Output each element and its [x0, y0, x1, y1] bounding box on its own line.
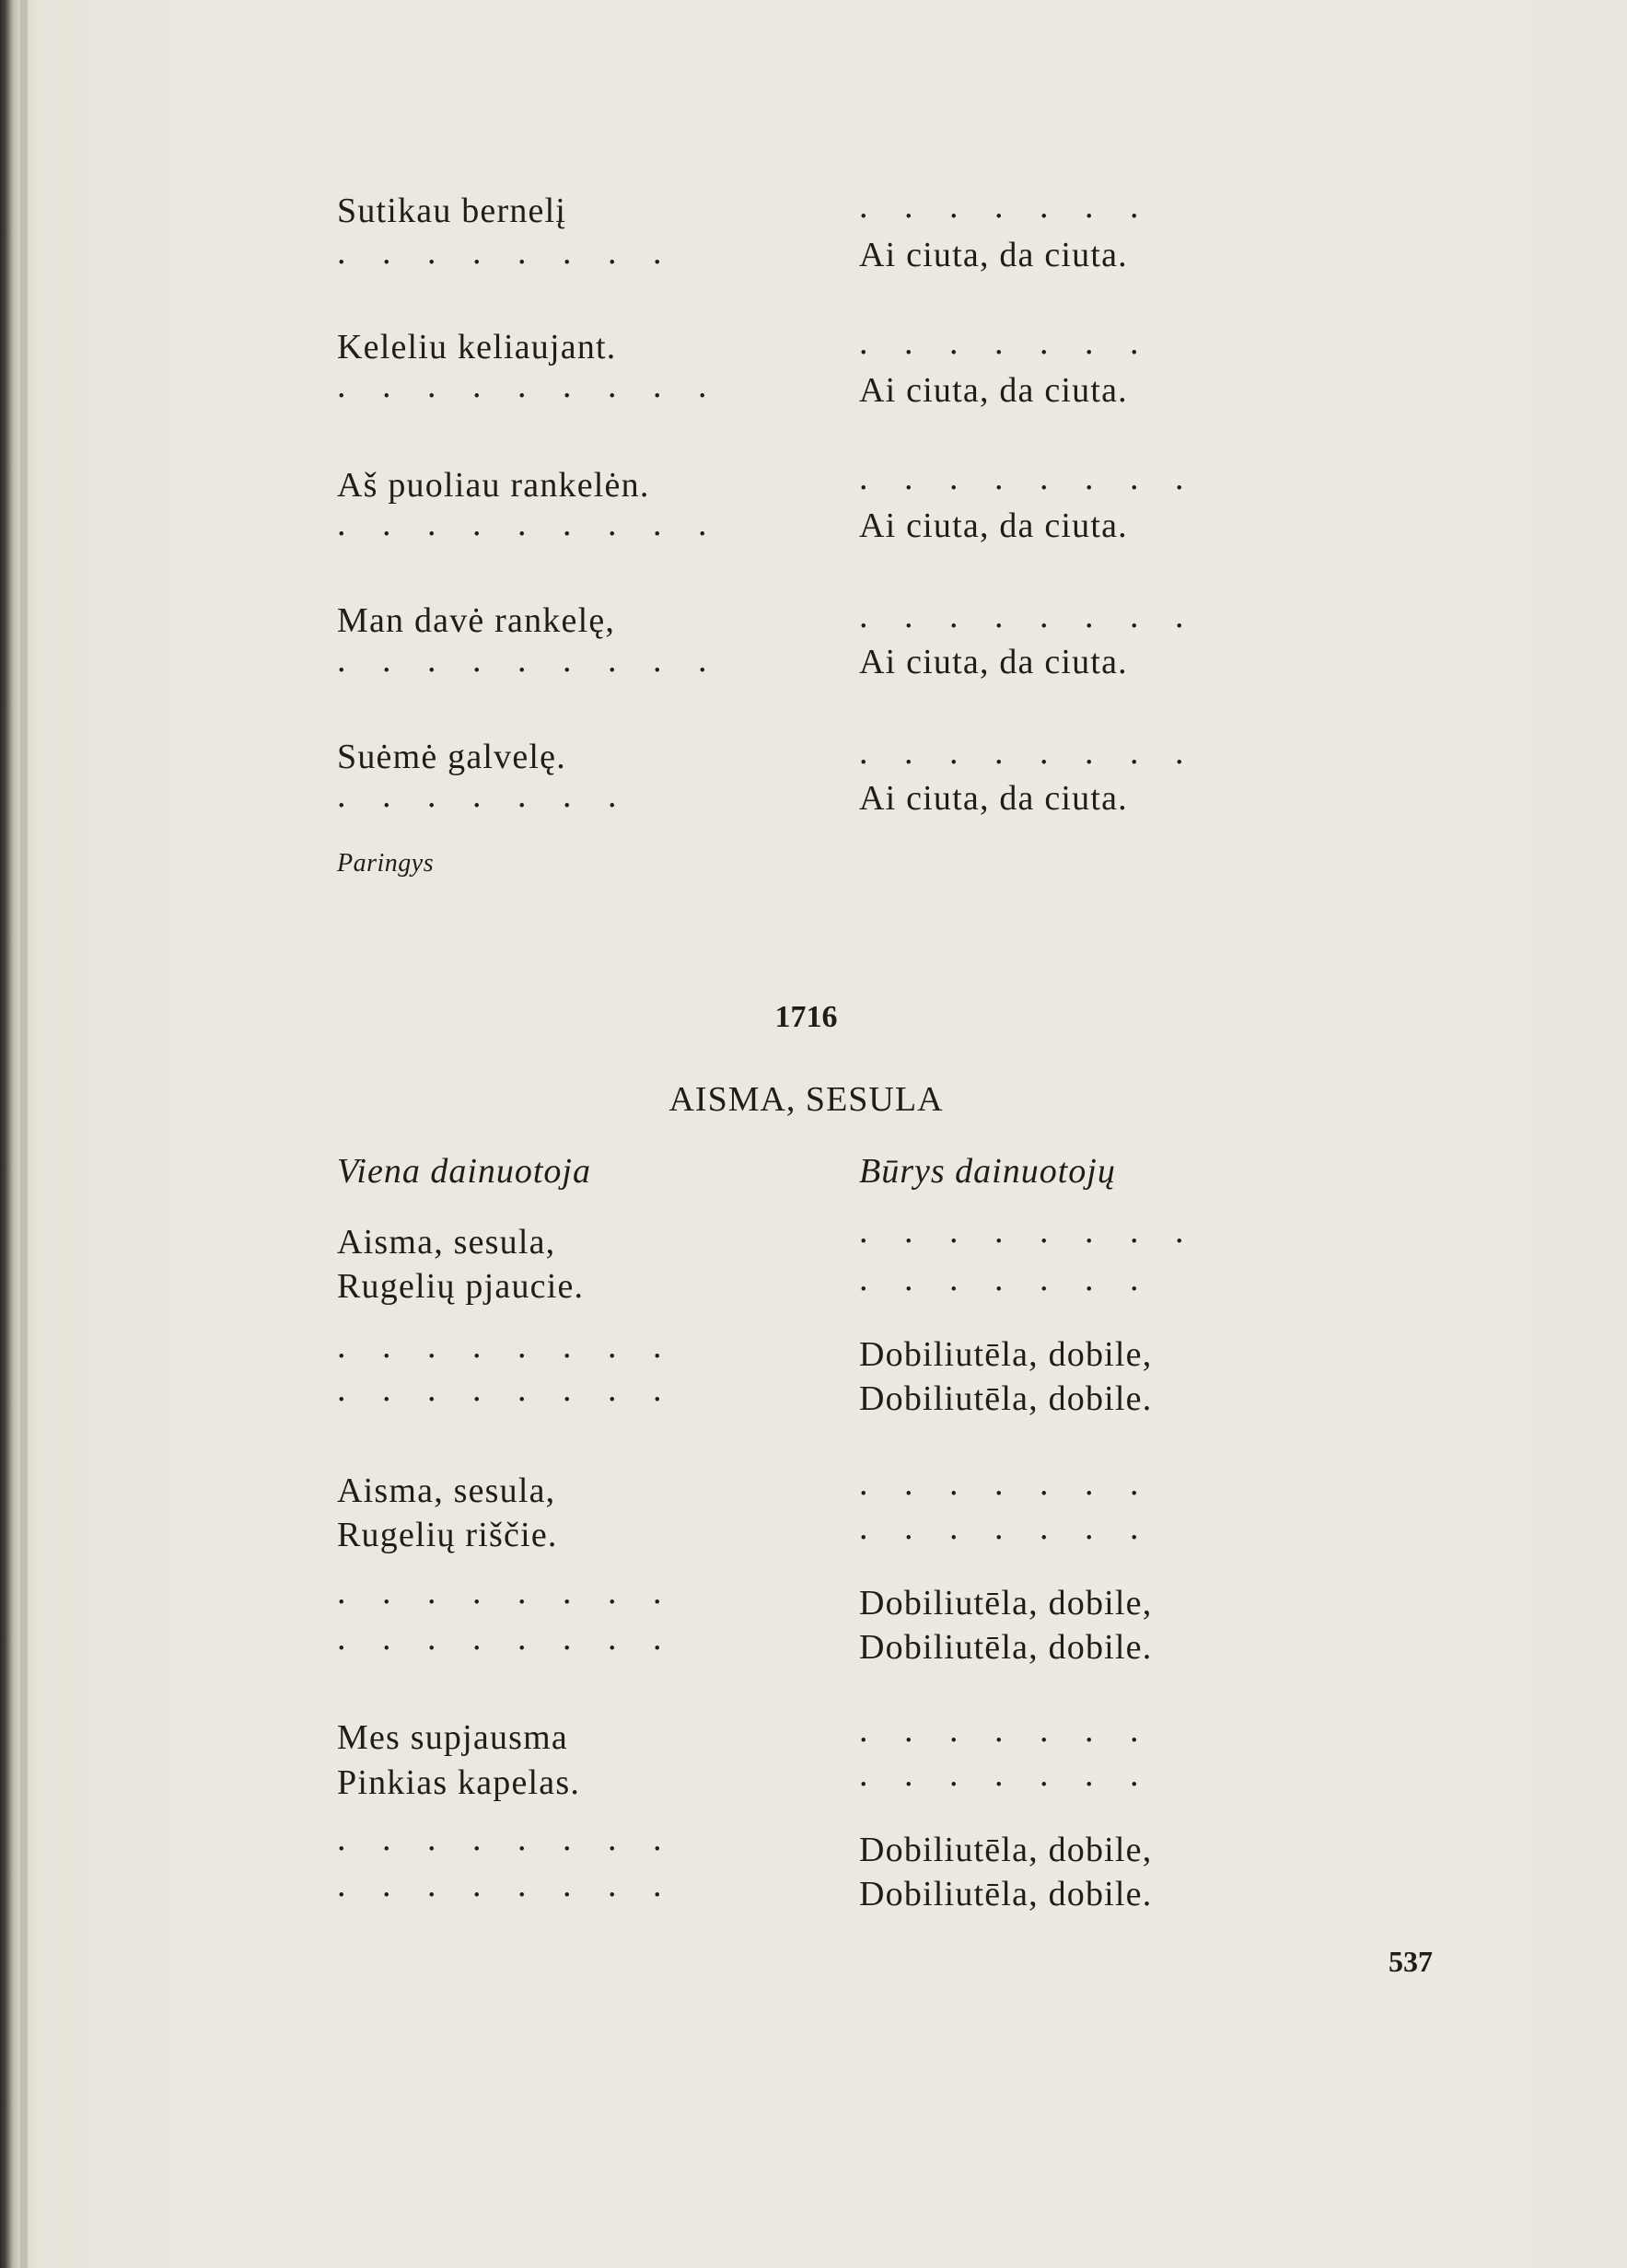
stanza-3-refrain-2: Dobiliutēla, dobile. [859, 1875, 1153, 1913]
spine-shadow [20, 0, 28, 2268]
stanza-2-right-dots-1: . . . . . . . [859, 1464, 1153, 1503]
verse-1-left: Sutikau bernelį [337, 192, 567, 230]
stanza-3-left-line-2: Pinkias kapelas. [337, 1763, 581, 1802]
stanza-2-right-dots-2: . . . . . . . [859, 1508, 1153, 1547]
stanza-2-refrain-1: Dobiliutēla, dobile, [859, 1584, 1153, 1622]
stanza-3-left-dots-2: . . . . . . . . [337, 1866, 676, 1904]
column-head-left: Viena dainuotoja [337, 1152, 591, 1191]
place-name: Paringys [337, 849, 435, 878]
verse-4-right-dots: . . . . . . . . [859, 597, 1198, 635]
verse-3-left-dots: . . . . . . . . . [337, 505, 721, 543]
verse-4-left-dots: . . . . . . . . . [337, 641, 721, 680]
stanza-1-left-dots-2: . . . . . . . . [337, 1370, 676, 1409]
stanza-3-refrain-1: Dobiliutēla, dobile, [859, 1831, 1153, 1869]
stanza-2-left-dots-1: . . . . . . . . [337, 1573, 676, 1611]
verse-5-right-dots: . . . . . . . . [859, 733, 1198, 772]
verse-5-right: Ai ciuta, da ciuta. [859, 779, 1128, 818]
verse-4-left: Man davė rankelę, [337, 601, 616, 640]
stanza-1-right-dots-1: . . . . . . . . [859, 1212, 1198, 1250]
page-number: 537 [1389, 1945, 1433, 1978]
stanza-3-right-dots-1: . . . . . . . [859, 1711, 1153, 1750]
verse-2-right-dots: . . . . . . . [859, 323, 1153, 362]
stanza-3-right-dots-2: . . . . . . . [859, 1755, 1153, 1794]
stanza-2-left-line-2: Rugelių riščie. [337, 1516, 558, 1554]
verse-2-right: Ai ciuta, da ciuta. [859, 371, 1128, 410]
verse-5-left-dots: . . . . . . . [337, 776, 631, 815]
song-number: 1716 [774, 1000, 838, 1034]
stanza-1-left-dots-1: . . . . . . . . [337, 1327, 676, 1366]
stanza-2-left-line-1: Aisma, sesula, [337, 1471, 556, 1510]
stanza-1-left-line-1: Aisma, sesula, [337, 1223, 556, 1262]
verse-3-left: Aš puoliau rankelėn. [337, 466, 650, 505]
verse-1-right: Ai ciuta, da ciuta. [859, 236, 1128, 274]
stanza-3-left-line-1: Mes supjausma [337, 1718, 568, 1757]
stanza-1-refrain-2: Dobiliutēla, dobile. [859, 1379, 1153, 1418]
verse-5-left: Suėmė galvelę. [337, 738, 566, 776]
stanza-1-refrain-1: Dobiliutēla, dobile, [859, 1335, 1153, 1374]
stanza-1-left-line-2: Rugelių pjaucie. [337, 1267, 585, 1306]
verse-3-right-dots: . . . . . . . . [859, 459, 1198, 497]
verse-4-right: Ai ciuta, da ciuta. [859, 643, 1128, 681]
verse-1-left-dots: . . . . . . . . [337, 233, 676, 272]
verse-2-left-dots: . . . . . . . . . [337, 366, 721, 405]
verse-3-right: Ai ciuta, da ciuta. [859, 506, 1128, 545]
stanza-1-right-dots-2: . . . . . . . [859, 1260, 1153, 1298]
song-title: AISMA, SESULA [668, 1080, 944, 1119]
stanza-2-refrain-2: Dobiliutēla, dobile. [859, 1628, 1153, 1667]
column-head-right: Būrys dainuotojų [859, 1152, 1116, 1191]
stanza-3-left-dots-1: . . . . . . . . [337, 1820, 676, 1858]
verse-2-left: Keleliu keliaujant. [337, 328, 617, 366]
stanza-2-left-dots-2: . . . . . . . . [337, 1619, 676, 1657]
verse-1-right-dots: . . . . . . . [859, 187, 1153, 226]
